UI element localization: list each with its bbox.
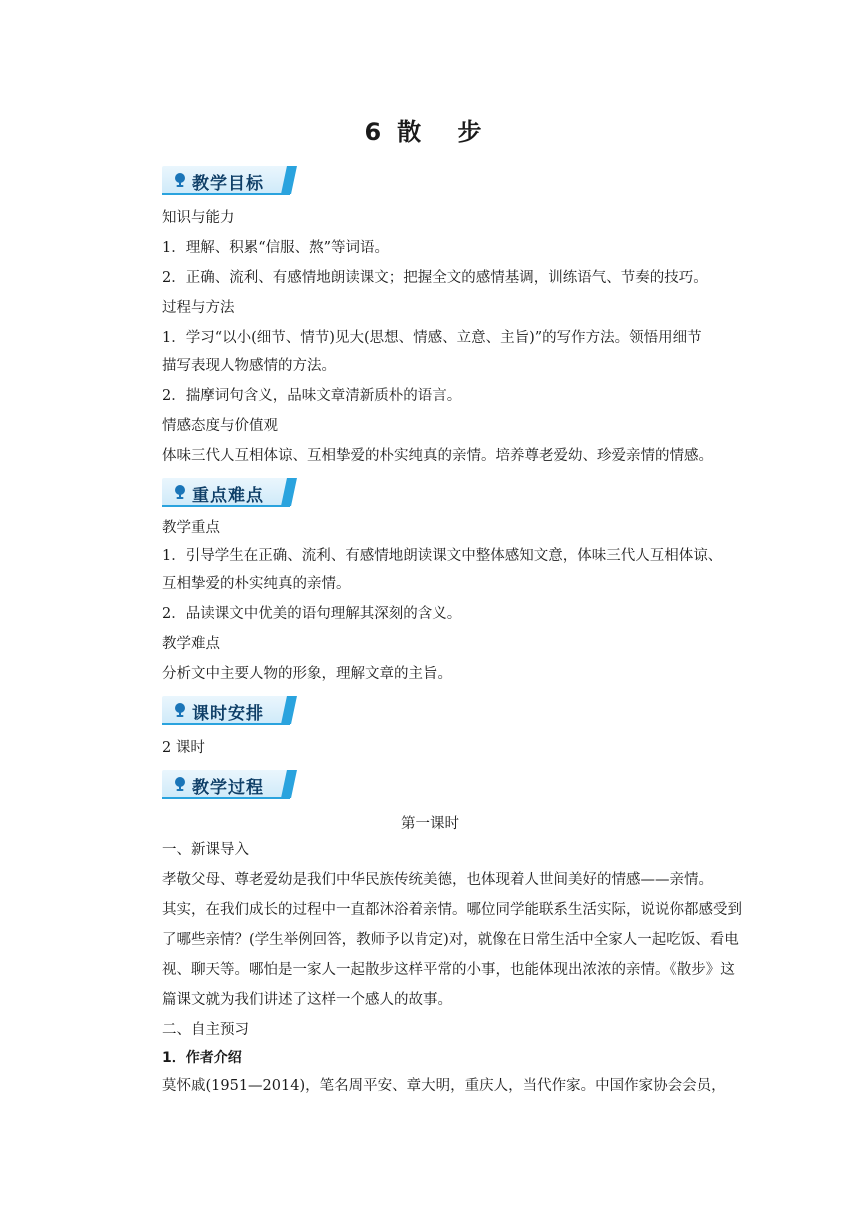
key-item: 分析文中主要人物的形象，理解文章的主旨。 (162, 666, 452, 682)
intro-paragraph-cont: 篇课文就为我们讲述了这样一个感人的故事。 (162, 992, 452, 1008)
goals-heading-emotion: 情感态度与价值观 (162, 418, 278, 434)
lesson-title: 散 步 (397, 118, 496, 146)
intro-paragraph: 孝敬父母、尊老爱幼是我们中华民族传统美德，也体现着人世间美好的情感——亲情。 (162, 872, 713, 888)
section-header-process (162, 770, 296, 800)
schedule-text: 2 课时 (162, 740, 205, 756)
process-step: 一、新课导入 (162, 842, 249, 858)
section-label: 教学过程 (192, 778, 264, 798)
goals-item: 1．理解、积累“信服、熬”等词语。 (162, 240, 390, 256)
trophy-icon (172, 776, 188, 792)
intro-paragraph-cont: 视、聊天等。哪怕是一家人一起散步这样平常的小事，也能体现出浓浓的亲情。《散步》这 (162, 962, 735, 978)
section-header-schedule (162, 696, 296, 726)
lesson-heading: 第一课时 (401, 816, 459, 832)
section-label: 教学目标 (192, 174, 264, 194)
key-heading-focus: 教学重点 (162, 520, 220, 536)
goals-heading-process: 过程与方法 (162, 300, 235, 316)
lesson-number: 6 (364, 118, 398, 146)
trophy-icon (172, 172, 188, 188)
key-item: 1．引导学生在正确、流利、有感情地朗读课文中整体感知文意，体味三代人互相体谅、 (162, 548, 723, 564)
goals-item: 1．学习“以小(细节、情节)见大(思想、情感、立意、主旨)”的写作方法。领悟用细节 (162, 330, 702, 346)
trophy-icon (172, 702, 188, 718)
section-header-goals (162, 166, 296, 196)
intro-paragraph-cont: 其实，在我们成长的过程中一直都沐浴着亲情。哪位同学能联系生活实际，说说你都感受到 (162, 902, 742, 918)
goals-heading-knowledge: 知识与能力 (162, 210, 235, 226)
goals-item-cont: 描写表现人物感情的方法。 (162, 358, 336, 374)
key-item: 2．品读课文中优美的语句理解其深刻的含义。 (162, 606, 462, 622)
section-label: 课时安排 (192, 704, 264, 724)
author-paragraph: 莫怀戚(1951—2014)，笔名周平安、章大明，重庆人，当代作家。中国作家协会会员， (162, 1078, 726, 1094)
goals-item: 2．正确、流利、有感情地朗读课文；把握全文的感情基调，训练语气、节奏的技巧。 (162, 270, 708, 286)
trophy-icon (172, 484, 188, 500)
goals-item: 体味三代人互相体谅、互相挚爱的朴实纯真的亲情。培养尊老爱幼、珍爱亲情的情感。 (162, 448, 713, 464)
key-heading-difficulty: 教学难点 (162, 636, 220, 652)
goals-item: 2．揣摩词句含义，品味文章清新质朴的语言。 (162, 388, 462, 404)
process-substep: 1．作者介绍 (162, 1050, 242, 1066)
intro-paragraph-cont: 了哪些亲情？(学生举例回答，教师予以肯定)对，就像在日常生活中全家人一起吃饭、看电 (162, 932, 739, 948)
process-step: 二、自主预习 (162, 1022, 249, 1038)
section-label: 重点难点 (192, 486, 264, 506)
section-header-key (162, 478, 296, 508)
key-item-cont: 互相挚爱的朴实纯真的亲情。 (162, 576, 351, 592)
page-title (0, 112, 860, 147)
